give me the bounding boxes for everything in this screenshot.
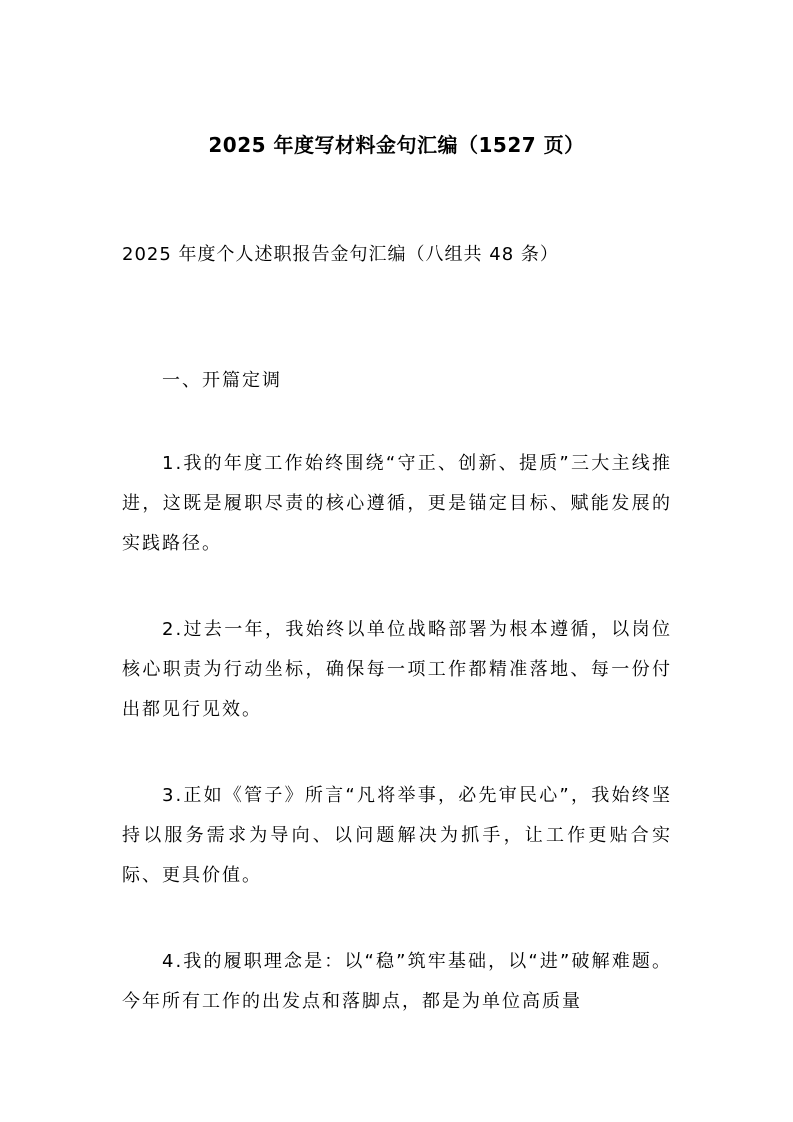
paragraph-3: 3.正如《管子》所言“凡将举事，必先审民心”，我始终坚持以服务需求为导向、以问题解决为抓手，让工作更贴合实际、更具价值。 (122, 785, 672, 886)
document-subtitle: 2025 年度个人述职报告金句汇编（八组共 48 条） (122, 244, 559, 265)
section-heading: 一、开篇定调 (162, 370, 282, 391)
paragraph-1: 1.我的年度工作始终围绕“守正、创新、提质”三大主线推进，这既是履职尽责的核心遵循，更是锚定目标、赋能发展的实践路径。 (122, 453, 672, 554)
paragraph-4: 4.我的履职理念是：以“稳”筑牢基础，以“进”破解难题。今年所有工作的出发点和落脚点，都是为单位高质量 (122, 951, 672, 1012)
paragraph-2: 2.过去一年，我始终以单位战略部署为根本遵循，以岗位核心职责为行动坐标，确保每一项工作都精准落地、每一份付出都见行见效。 (122, 619, 672, 720)
document-title: 2025 年度写材料金句汇编（1527 页） (208, 133, 585, 157)
